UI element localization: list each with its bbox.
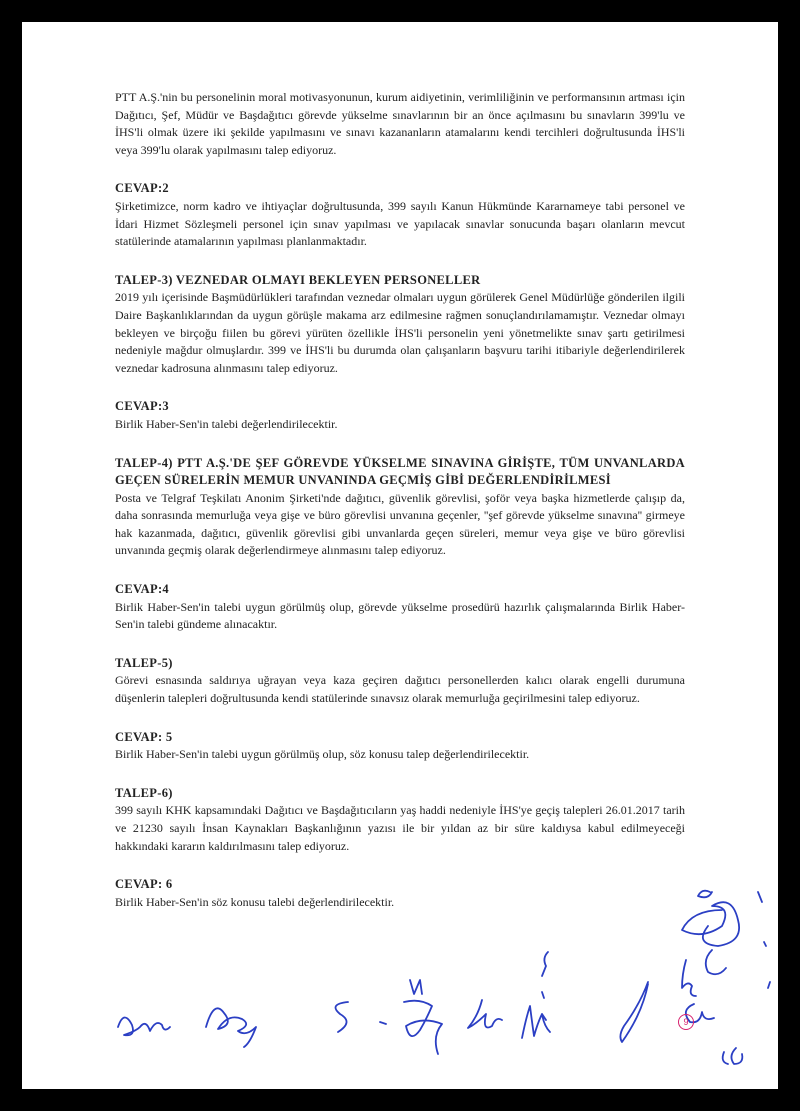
section-cevap-6: [115, 876, 685, 911]
section-heading: CEVAP: 6: [115, 877, 173, 892]
section-body: Görevi esnasında saldırıya uğrayan veya kaza geçiren dağıtıcı personellerden kalıcı olarak engelli durumuna düşenlerin talepleri doğrultusunda kendi statülerinde sınavsız olarak memurluğa geçirilmesini talep ediyoruz.: [115, 673, 685, 706]
section-body: 399 sayılı KHK kapsamındaki Dağıtıcı ve Başdağıtıcıların yaş haddi nedeniyle İHS'ye geçiş talepleri 26.01.2017 tarih ve 21230 sayılı İnsan Kaynakları Başkanlığının yazısı ile bir yıldan az bir süre kaldıysa kabul edilmeyeceği hakkındaki kararın kaldırılmasını talep ediyoruz.: [115, 803, 685, 853]
section-cevap-2: [115, 180, 685, 250]
section-talep-5: [115, 655, 685, 708]
section-cevap-5: [115, 729, 685, 764]
section-cevap-3: [115, 398, 685, 433]
signature-5: [468, 1000, 502, 1028]
section-heading: CEVAP: 5: [115, 729, 173, 744]
section-heading: CEVAP:4: [115, 582, 169, 597]
section-body: Birlik Haber-Sen'in söz konusu talebi değerlendirilecektir.: [115, 894, 395, 909]
intro-paragraph: PTT A.Ş.'nin bu personelinin moral motivasyonunun, kurum aidiyetinin, verimliliğinin ve performansının artması için Dağıtıcı, Şef, Müdür ve Başdağıtıcı görevde yükselme sınavlarının bir an önce açılmasını bu sınavların 399'lu ve İHS'li olmak üzere iki şekilde yapılmasını ve sınavı kazananların atamalarını kendi tercihleri doğrultusunda İHS'li veya 399'lu olarak yapılmasını talep ediyoruz.: [115, 90, 685, 157]
signature-10: [682, 960, 714, 1022]
section-body: Posta ve Telgraf Teşkilatı Anonim Şirketi'nde dağıtıcı, güvenlik görevlisi, şoför veya başka hizmetlerde çalışıp da, daha sonrasında memurluğa veya gişe ve büro görevlisi unvanına geçenler, ''şef görevde yükselme sınavına'' girmeye hak kazanmada, dağıtıcı, güvenlik görevlisi gibi unvanlarda geçen süreleri, memur veya gişe ve büro görevlisi unvanında geçmiş olarak değerlendirmeye alınmasını talep ediyoruz.: [115, 490, 685, 558]
page-number: 9: [678, 1014, 694, 1030]
signature-12: [758, 892, 770, 988]
section-heading: TALEP-6): [115, 785, 173, 800]
signature-8: [620, 982, 648, 1042]
document-body: [115, 89, 685, 932]
section-talep-3: [115, 272, 685, 378]
section-talep-4: [115, 455, 685, 561]
section-body: Birlik Haber-Sen'in talebi değerlendirilecektir.: [115, 416, 338, 431]
section-body: Birlik Haber-Sen'in talebi uygun görülmüş olup, görevde yükselme prosedürü hazırlık çalışmalarında Birlik Haber-Sen'in talebi gündeme alınacaktır.: [115, 599, 685, 632]
document-page: [22, 22, 778, 1089]
signature-7: [542, 952, 548, 998]
section-heading: TALEP-4) PTT A.Ş.'DE ŞEF GÖREVDE YÜKSELME SINAVINA GİRİŞTE, TÜM UNVANLARDA GEÇEN SÜRELERİN MEMUR UNVANINDA GEÇMİŞ GİBİ DEĞERLENDİRİLMESİ: [115, 455, 685, 488]
section-body: 2019 yılı içerisinde Başmüdürlükleri tarafından veznedar olmaları uygun görülerek Genel Müdürlüğe gönderilen ilgili Daire Başkanlıklarından da uygun görüşle makama arz edilmesine rağmen sonuçlandırılamamıştır. Veznedar olmayı bekleyen ve birçoğu fiilen bu görevi yürüten özellikle İHS'li personelin yeni yönetmelikte sınav şartı getirilmesi nedeniyle mağdur olmuşlardır. 399 ve İHS'li bu durumda olan çalışanların başvuru tarihi itibariyle değerlendirilerek veznedar kadrosuna alınmasını talep ediyoruz.: [115, 290, 685, 375]
section-cevap-4: [115, 581, 685, 634]
section-body: Şirketimizce, norm kadro ve ihtiyaçlar doğrultusunda, 399 sayılı Kanun Hükmünde Kararnameye tabi personel ve İdari Hizmet Sözleşmeli personel için sınav yapılması ve yapılacak sınavlar sonucunda başarı olanların mevcut statülerinde atamalarının yapılması planlanmaktadır.: [115, 198, 685, 249]
signature-4: [404, 980, 442, 1054]
signature-9: [682, 891, 739, 975]
section-body: Birlik Haber-Sen'in talebi uygun görülmüş olup, söz konusu talep değerlendirilecektir.: [115, 747, 530, 762]
section-heading: CEVAP:2: [115, 181, 169, 196]
section-heading: CEVAP:3: [115, 399, 169, 414]
section-heading: TALEP-5): [115, 655, 173, 670]
section-talep-6: [115, 785, 685, 855]
section-heading: TALEP-3) VEZNEDAR OLMAYI BEKLEYEN PERSONELLER: [115, 272, 481, 287]
signature-1: [118, 1017, 170, 1035]
signature-11: [723, 1048, 743, 1064]
signature-2: [206, 1008, 256, 1047]
signature-6: [522, 1006, 550, 1038]
signature-3: [336, 1002, 387, 1032]
